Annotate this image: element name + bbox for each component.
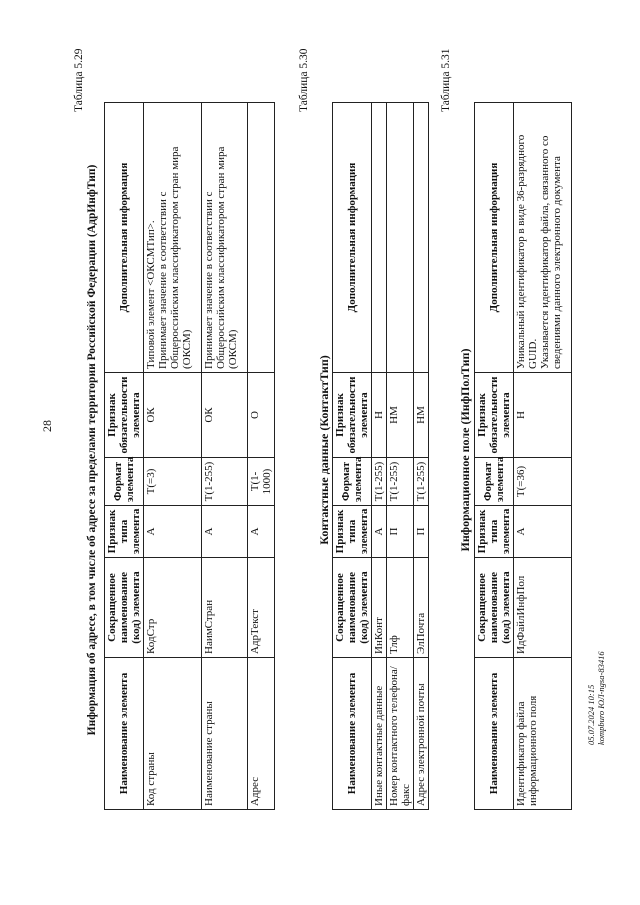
table-row bbox=[144, 103, 202, 810]
cell-info: Типовой элемент <ОКСМТип>. Принимает значение в соответствии с Общероссийским классификатором стран мира (ОКСМ) bbox=[144, 103, 202, 373]
cell-format: T(1-1000) bbox=[248, 458, 275, 506]
cell-format: T(=3) bbox=[144, 458, 202, 506]
cell-info: Принимает значение в соответствии с Общероссийским классификатором стран мира (ОКСМ) bbox=[202, 103, 248, 373]
header-cell: Сокращенное наименование (код) элемента bbox=[475, 558, 514, 658]
cell-name: Номер контактного телефона/факс bbox=[387, 658, 414, 810]
header-cell: Формат элемента bbox=[105, 458, 144, 506]
header-cell: Дополнительная информация bbox=[333, 103, 372, 373]
cell-code: КодСтр bbox=[144, 558, 202, 658]
cell-type: А bbox=[144, 506, 202, 558]
cell-code: ИнКонт bbox=[372, 558, 387, 658]
footer-date: 05.07.2024 10:15 bbox=[586, 684, 596, 745]
table-caption-5-30: Таблица 5.30 bbox=[298, 48, 310, 112]
table-5-29 bbox=[104, 102, 275, 810]
cell-name: Наименование страны bbox=[202, 658, 248, 810]
cell-info: Уникальный идентификатор в виде 36-разрядного GUID. Указывается идентификатор файла, связанного со сведениями данного электронного документа bbox=[514, 103, 572, 373]
footer-stamp bbox=[586, 651, 606, 745]
header-cell: Признак обязательности элемента bbox=[333, 373, 372, 458]
cell-format: T(1-255) bbox=[372, 458, 387, 506]
header-cell: Формат элемента bbox=[333, 458, 372, 506]
header-cell: Признак обязательности элемента bbox=[105, 373, 144, 458]
cell-required: НМ bbox=[387, 373, 414, 458]
page-number: 28 bbox=[40, 420, 54, 432]
table-title-5-29: Информация об адресе, в том числе об адресе за пределами территории Российской Федерации (АдрИнфТип) bbox=[86, 164, 98, 736]
cell-format: T(=36) bbox=[514, 458, 572, 506]
cell-name: Идентификатор файла информационного поля bbox=[514, 658, 572, 810]
cell-code: НаимСтран bbox=[202, 558, 248, 658]
table-title-5-31: Информационное поле (ИнфПолТип) bbox=[458, 348, 472, 552]
cell-format: T(1-255) bbox=[414, 458, 429, 506]
cell-info bbox=[372, 103, 387, 373]
table-title-5-30: Контактные данные (КонтактТип) bbox=[317, 355, 331, 545]
header-cell: Дополнительная информация bbox=[105, 103, 144, 373]
cell-code: ЭлПочта bbox=[414, 558, 429, 658]
header-cell: Наименование элемента bbox=[333, 658, 372, 810]
header-cell: Формат элемента bbox=[475, 458, 514, 506]
header-cell: Признак типа элемента bbox=[105, 506, 144, 558]
cell-required: ОК bbox=[144, 373, 202, 458]
cell-info bbox=[387, 103, 414, 373]
cell-info bbox=[248, 103, 275, 373]
header-cell: Наименование элемента bbox=[105, 658, 144, 810]
cell-info bbox=[414, 103, 429, 373]
cell-type: А bbox=[514, 506, 572, 558]
cell-code: АдрТекст bbox=[248, 558, 275, 658]
cell-type: П bbox=[387, 506, 414, 558]
cell-format: T(1-255) bbox=[202, 458, 248, 506]
table-row bbox=[514, 103, 572, 810]
table-caption-5-29: Таблица 5.29 bbox=[73, 48, 85, 112]
cell-required: О bbox=[248, 373, 275, 458]
cell-code: Тлф bbox=[387, 558, 414, 658]
table-caption-5-31: Таблица 5.31 bbox=[440, 48, 452, 112]
header-cell: Признак типа элемента bbox=[475, 506, 514, 558]
cell-type: А bbox=[372, 506, 387, 558]
cell-required: НМ bbox=[414, 373, 429, 458]
table-5-30 bbox=[332, 102, 429, 810]
cell-type: А bbox=[248, 506, 275, 558]
header-cell: Сокращенное наименование (код) элемента bbox=[333, 558, 372, 658]
cell-name: Код страны bbox=[144, 658, 202, 810]
header-cell: Признак обязательности элемента bbox=[475, 373, 514, 458]
footer-source: kompburo ЮЛ-ngsa-83416 bbox=[596, 651, 606, 745]
table-row bbox=[372, 103, 387, 810]
header-cell: Дополнительная информация bbox=[475, 103, 514, 373]
cell-name: Иные контактные данные bbox=[372, 658, 387, 810]
cell-required: ОК bbox=[202, 373, 248, 458]
table-row bbox=[202, 103, 248, 810]
cell-required: Н bbox=[514, 373, 572, 458]
cell-name: Адрес bbox=[248, 658, 275, 810]
cell-type: П bbox=[414, 506, 429, 558]
table-header-row bbox=[333, 103, 372, 810]
table-row bbox=[414, 103, 429, 810]
header-cell: Признак типа элемента bbox=[333, 506, 372, 558]
table-row bbox=[387, 103, 414, 810]
table-header-row bbox=[105, 103, 144, 810]
cell-required: Н bbox=[372, 373, 387, 458]
cell-type: А bbox=[202, 506, 248, 558]
table-row bbox=[248, 103, 275, 810]
table-5-31 bbox=[474, 102, 572, 810]
cell-code: ИдФайлИнфПол bbox=[514, 558, 572, 658]
header-cell: Сокращенное наименование (код) элемента bbox=[105, 558, 144, 658]
cell-format: T(1-255) bbox=[387, 458, 414, 506]
header-cell: Наименование элемента bbox=[475, 658, 514, 810]
table-header-row bbox=[475, 103, 514, 810]
cell-name: Адрес электронной почты bbox=[414, 658, 429, 810]
